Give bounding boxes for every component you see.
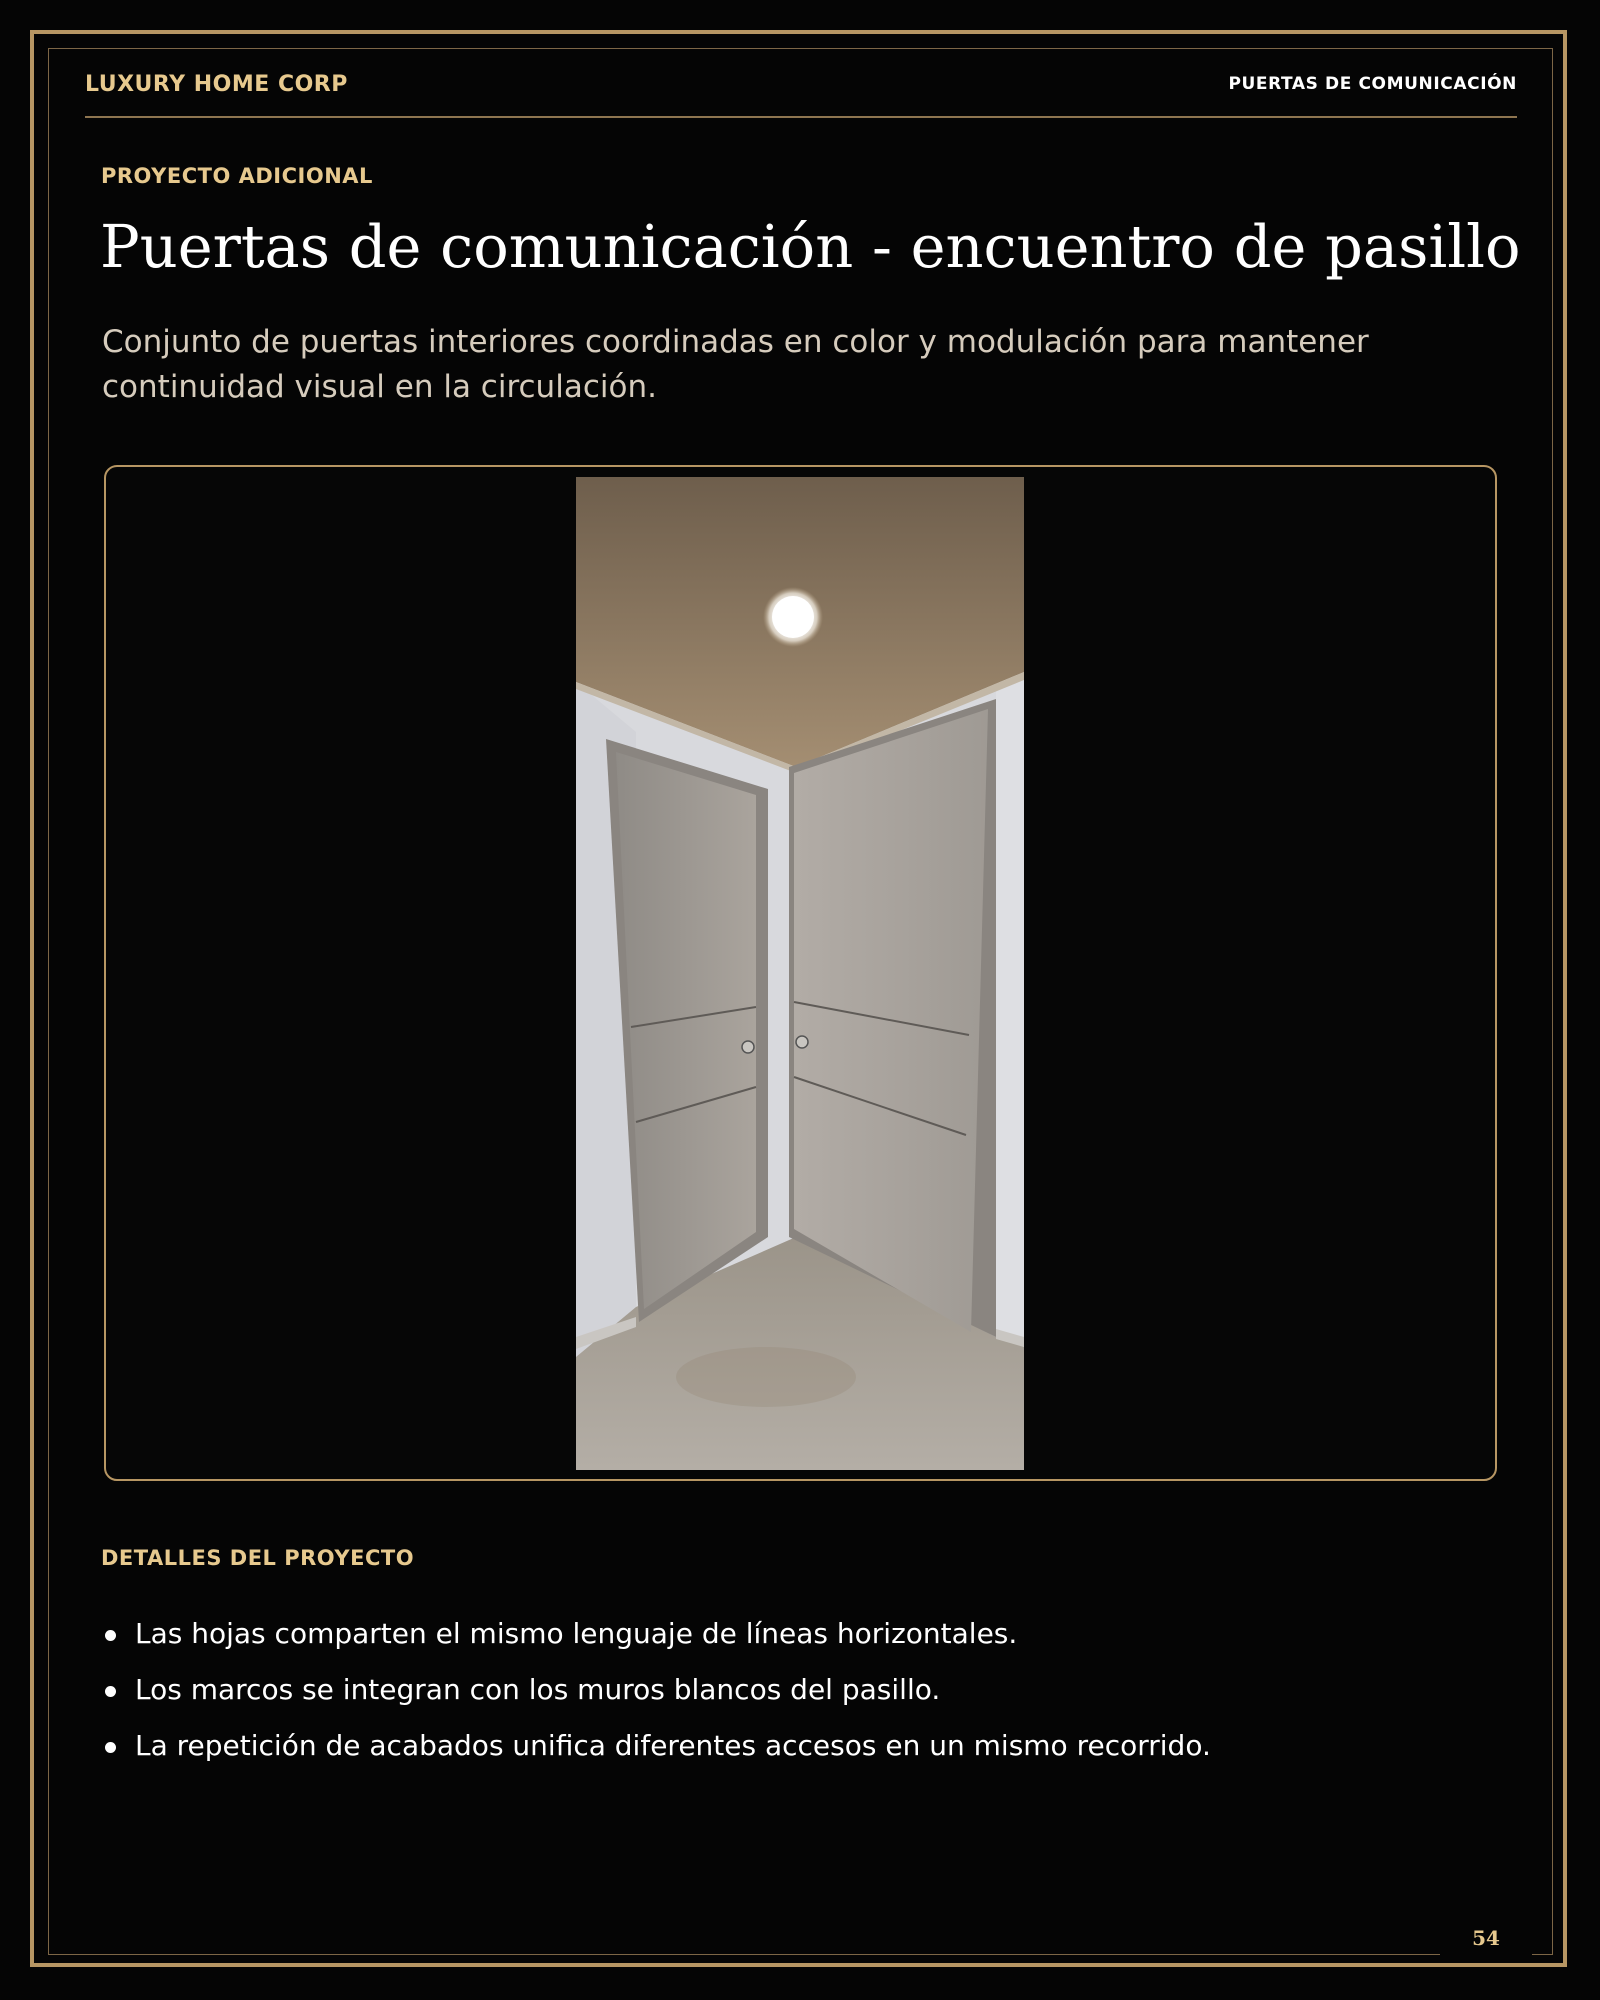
list-item: Los marcos se integran con los muros blancos del pasillo. <box>101 1670 1211 1726</box>
hallway-doors-photo <box>576 477 1024 1470</box>
brand-name: LUXURY HOME CORP <box>85 72 348 97</box>
section-label: PUERTAS DE COMUNICACIÓN <box>1228 74 1517 94</box>
list-item: Las hojas comparten el mismo lenguaje de líneas horizontales. <box>101 1614 1211 1670</box>
page-number: 54 <box>1440 1918 1532 1958</box>
list-item: La repetición de acabados unifica diferentes accesos en un mismo recorrido. <box>101 1726 1211 1782</box>
page-title: Puertas de comunicación - encuentro de pasillo <box>100 212 1521 281</box>
page-header <box>85 68 1517 118</box>
details-list <box>101 1614 1211 1782</box>
details-heading: DETALLES DEL PROYECTO <box>101 1546 415 1570</box>
page-subtitle: Conjunto de puertas interiores coordinadas en color y modulación para mantener continuidad visual en la circulación. <box>102 324 1369 405</box>
project-eyebrow: PROYECTO ADICIONAL <box>101 164 373 188</box>
project-photo-frame <box>104 465 1497 1481</box>
